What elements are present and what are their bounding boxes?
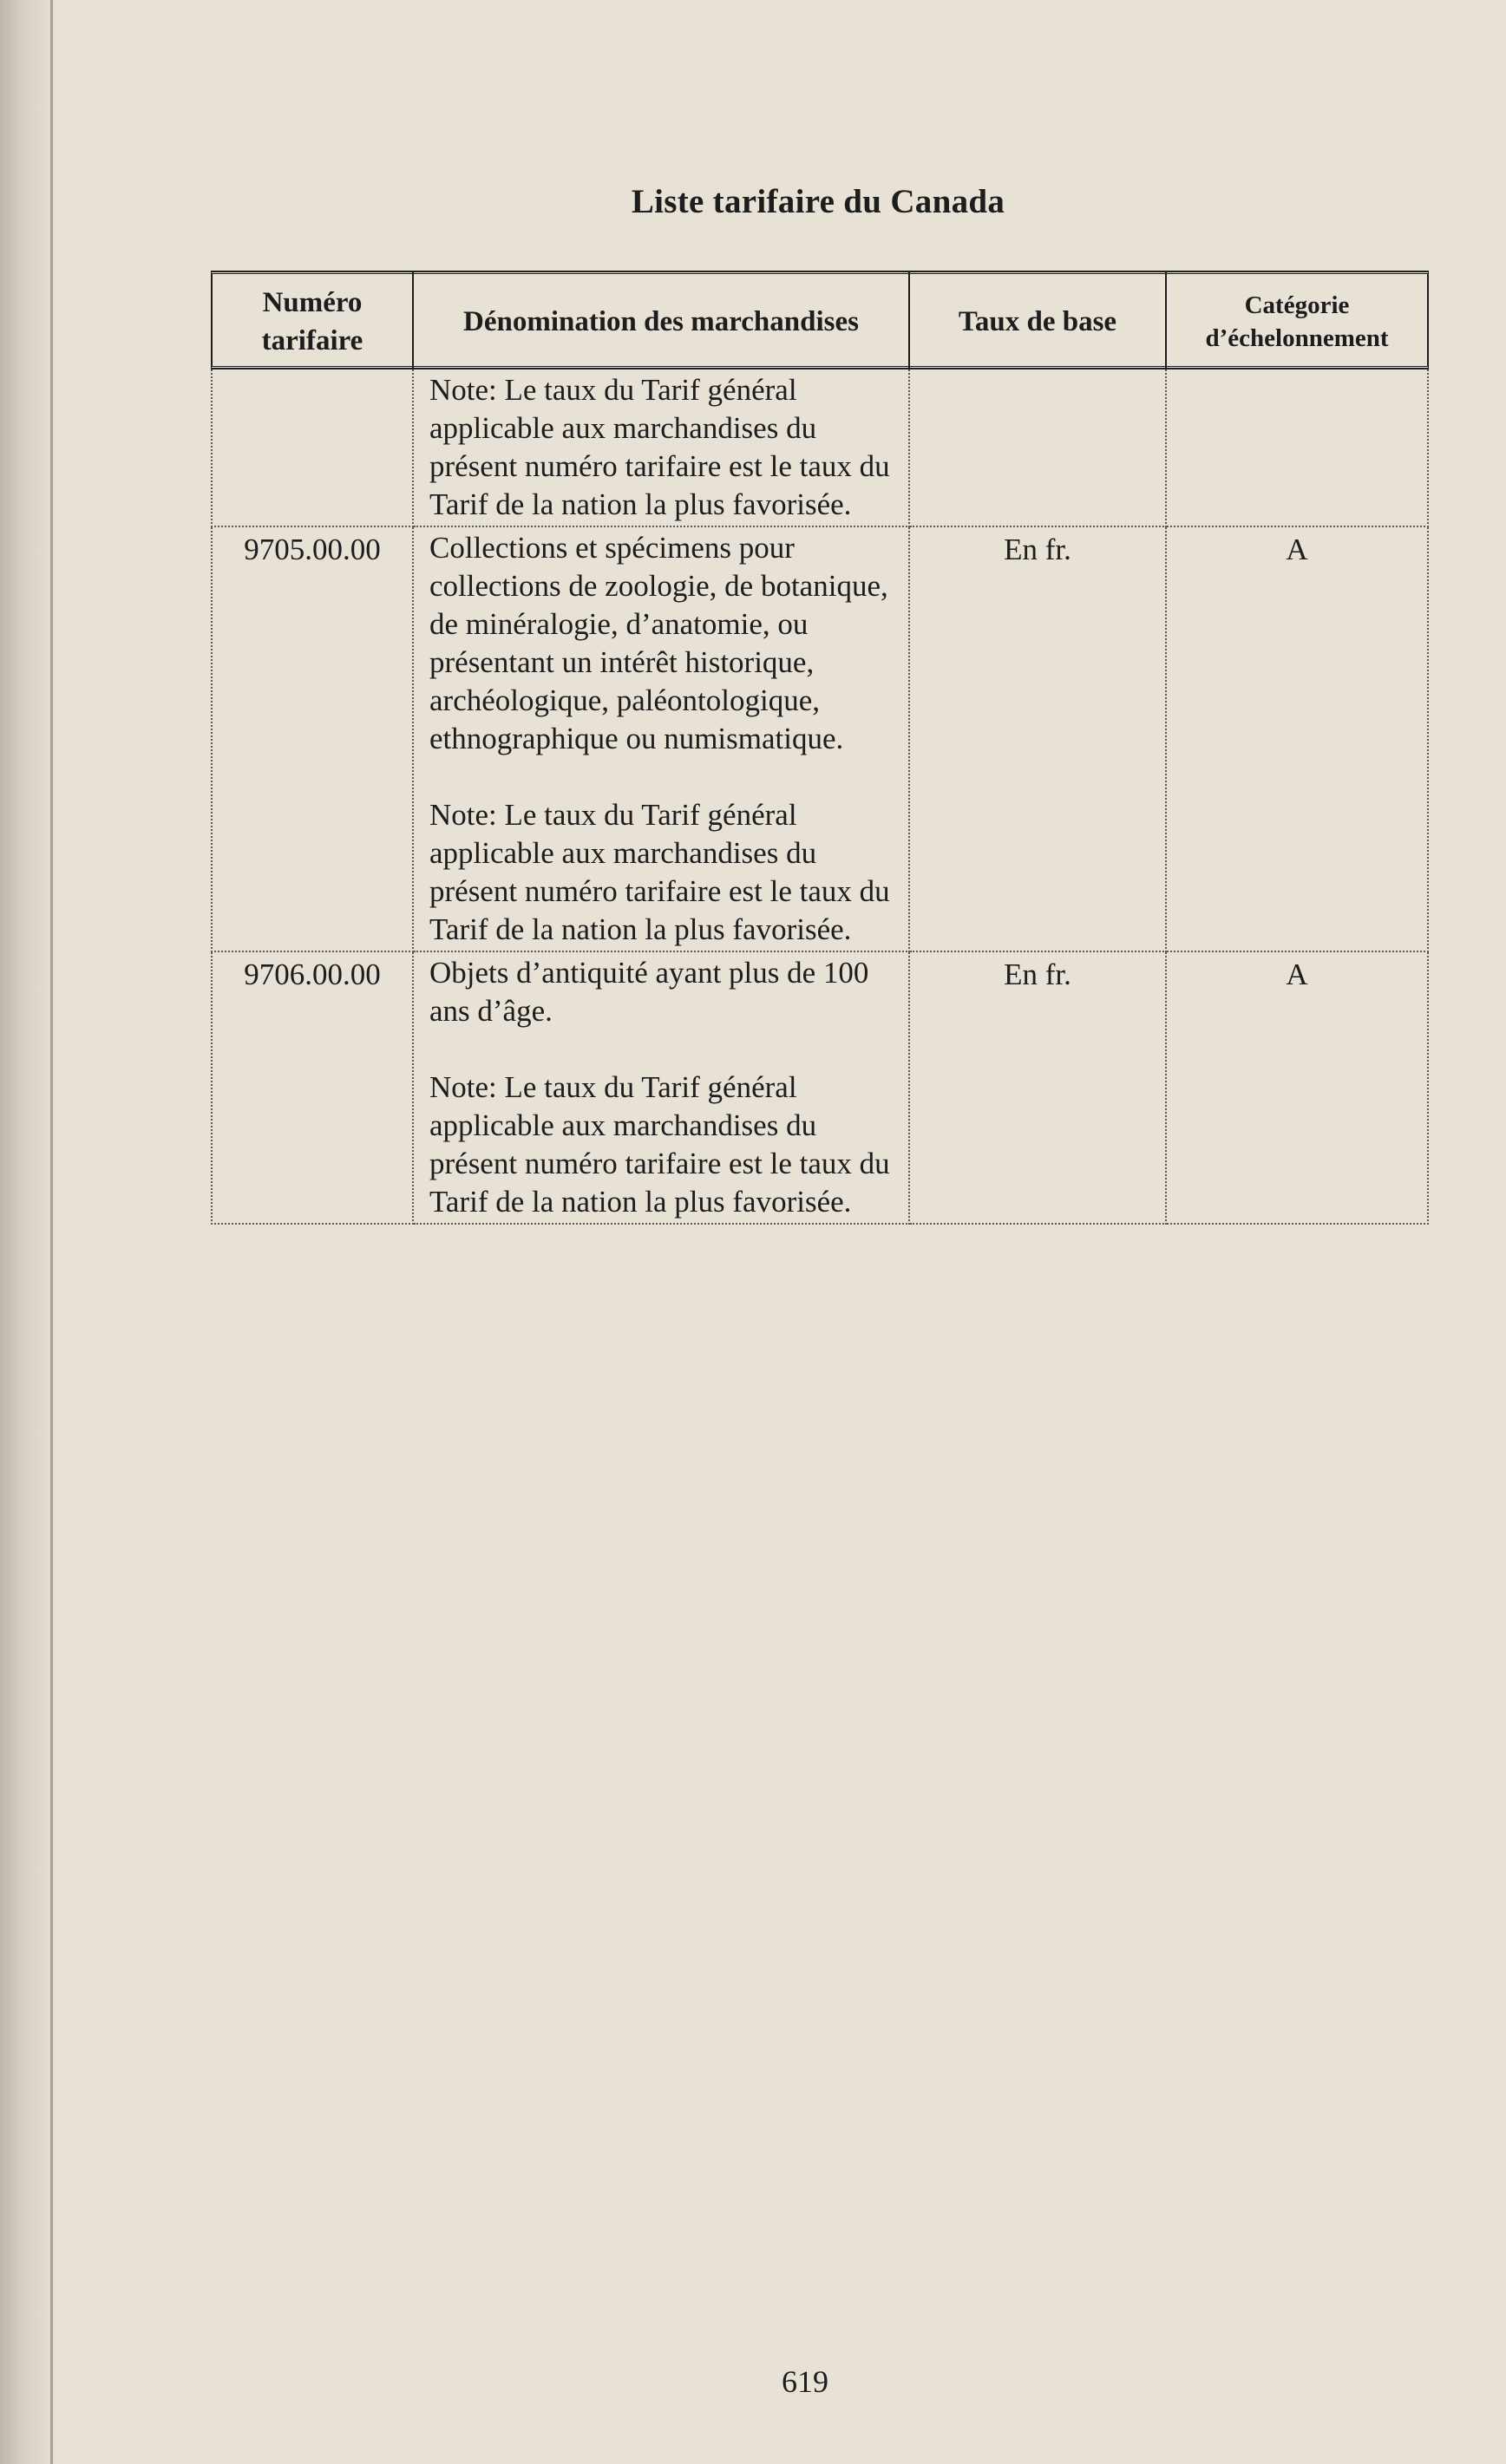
paragraph-gap [429,758,893,796]
tariff-number-cell: 9705.00.00 [212,526,413,951]
description-text: Collections et spécimens pour collections de zoologie, de botanique, de minéralogie, d’anatomie, ou présentant un intérêt historique, archéologique, paléontologique, ethnographique ou numismatique. [429,531,888,755]
staging-category-cell: A [1166,951,1428,1224]
tariff-table [211,271,1429,1225]
page-number: 619 [782,2364,828,2399]
table-row [212,368,1428,526]
tariff-number-cell: 9706.00.00 [212,951,413,1224]
base-rate-cell: En fr. [909,951,1166,1224]
base-rate-cell: En fr. [909,526,1166,951]
table-body [212,368,1428,1224]
table-row [212,951,1428,1224]
binding-edge [50,0,53,2464]
header-description: Dénomination des marchandises [413,272,909,368]
tariff-table-container [211,271,1427,1225]
staging-category-cell [1166,368,1428,526]
header-tariff-number: Numéro tarifaire [212,272,413,368]
note-text: Note: Le taux du Tarif général applicable aux marchandises du présent numéro tarifaire est le taux du Tarif de la nation la plus favorisée. [429,1070,890,1219]
description-text: Objets d’antiquité ayant plus de 100 ans d’âge. [429,956,869,1028]
tariff-number-cell [212,368,413,526]
table-header [212,272,1428,368]
base-rate-cell [909,368,1166,526]
note-text: Note: Le taux du Tarif général applicable aux marchandises du présent numéro tarifaire est le taux du Tarif de la nation la plus favorisée. [429,798,890,946]
page-gutter-shadow [0,0,54,2464]
note-text: Note: Le taux du Tarif général applicable aux marchandises du présent numéro tarifaire est le taux du Tarif de la nation la plus favorisée. [429,373,890,521]
header-staging-category: Catégorie d’échelonnement [1166,272,1428,368]
header-base-rate: Taux de base [909,272,1166,368]
paragraph-gap [429,1030,893,1069]
table-row [212,526,1428,951]
page-title: Liste tarifaire du Canada [631,183,1005,220]
description-cell [413,526,909,951]
description-cell [413,368,909,526]
description-cell [413,951,909,1224]
staging-category-cell: A [1166,526,1428,951]
